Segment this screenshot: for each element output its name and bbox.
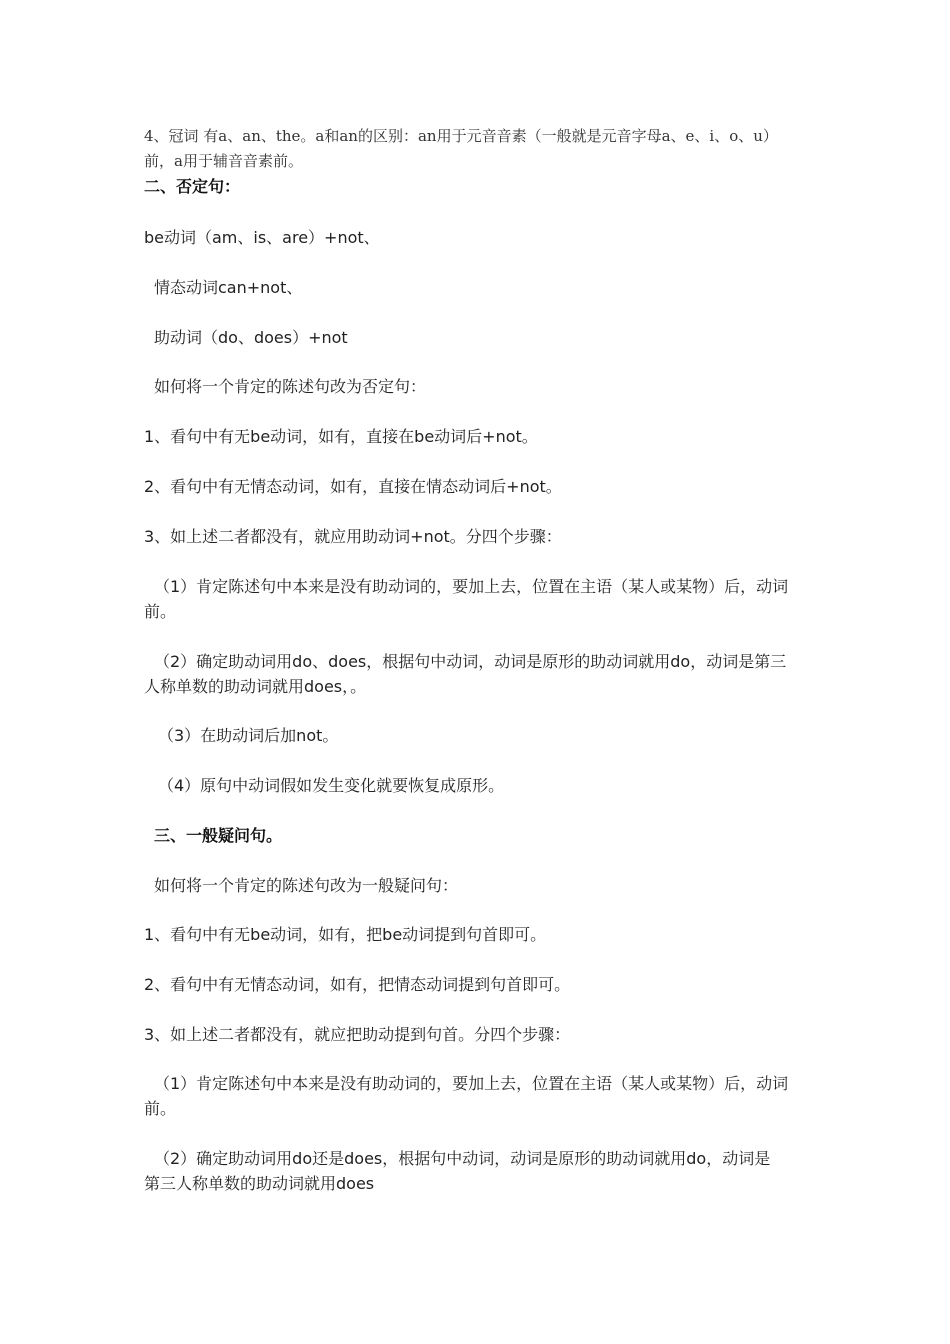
articles-line-1: 4、冠词 有a、an、the。a和an的区别：an用于元音音素（一般就是元音字母a、e、i、o、u） — [144, 127, 778, 145]
q-substep-2-line-1: （2）确定助动词用do还是does，根据句中动词，动词是原形的助动词就用do，动词是 — [154, 1149, 771, 1168]
question-section-heading: 三、一般疑问句。 — [154, 826, 283, 845]
q-how-to: 如何将一个肯定的陈述句改为一般疑问句： — [154, 876, 459, 895]
q-substep-2-line-2: 第三人称单数的助动词就用does — [144, 1174, 375, 1193]
q-substep-1-line-2: 前。 — [144, 1099, 177, 1118]
neg-substep-1-line-1: （1）肯定陈述句中本来是没有助动词的，要加上去，位置在主语（某人或某物）后，动词 — [154, 577, 789, 596]
q-step-3: 3、如上述二者都没有，就应把助动提到句首。分四个步骤： — [144, 1025, 571, 1044]
q-substep-1-line-1: （1）肯定陈述句中本来是没有助动词的，要加上去，位置在主语（某人或某物）后，动词 — [154, 1074, 789, 1093]
neg-substep-1-line-2: 前。 — [144, 602, 177, 621]
neg-how-to: 如何将一个肯定的陈述句改为否定句： — [154, 377, 427, 396]
neg-modal-rule: 情态动词can+not、 — [154, 278, 303, 297]
neg-step-3: 3、如上述二者都没有，就应用助动词+not。分四个步骤： — [144, 527, 562, 546]
neg-be-rule: be动词（am、is、are）+not、 — [144, 228, 380, 247]
q-step-1: 1、看句中有无be动词，如有，把be动词提到句首即可。 — [144, 925, 547, 944]
negative-section-heading: 二、否定句： — [144, 177, 241, 196]
neg-step-1: 1、看句中有无be动词，如有，直接在be动词后+not。 — [144, 427, 538, 446]
neg-substep-2-line-1: （2）确定助动词用do、does，根据句中动词，动词是原形的助动词就用do，动词是第三 — [154, 652, 787, 671]
neg-aux-rule: 助动词（do、does）+not — [154, 328, 348, 347]
q-step-2: 2、看句中有无情态动词，如有，把情态动词提到句首即可。 — [144, 975, 571, 994]
neg-substep-3: （3）在助动词后加not。 — [158, 726, 339, 745]
neg-substep-4: （4）原句中动词假如发生变化就要恢复成原形。 — [158, 776, 505, 795]
neg-substep-2-line-2: 人称单数的助动词就用does，。 — [144, 677, 367, 696]
neg-step-2: 2、看句中有无情态动词，如有，直接在情态动词后+not。 — [144, 477, 562, 496]
articles-line-2: 前，a用于辅音音素前。 — [144, 152, 303, 170]
